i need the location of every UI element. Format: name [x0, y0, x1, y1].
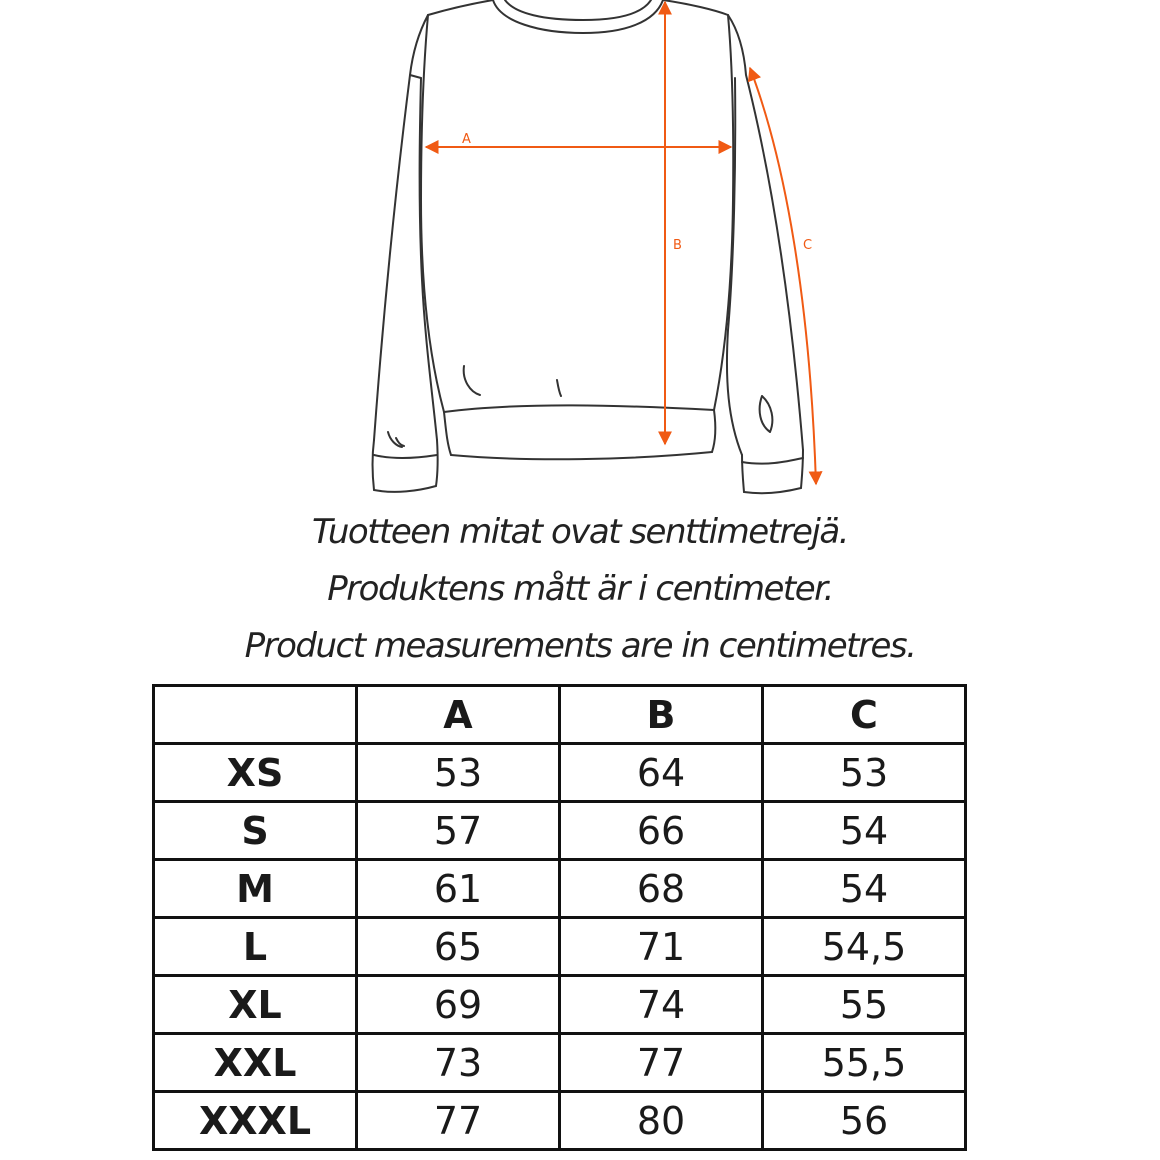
size-label: L	[154, 918, 357, 976]
value-c: 54,5	[763, 918, 966, 976]
size-label: XXXL	[154, 1092, 357, 1150]
header-a: A	[357, 686, 560, 744]
measurement-arrows	[426, 2, 816, 484]
value-b: 74	[560, 976, 763, 1034]
label-c: C	[803, 238, 813, 253]
size-label: S	[154, 802, 357, 860]
label-a: A	[462, 132, 471, 147]
value-a: 65	[357, 918, 560, 976]
value-b: 77	[560, 1034, 763, 1092]
table-row	[154, 976, 966, 1034]
label-b: B	[673, 238, 682, 253]
table-row	[154, 1034, 966, 1092]
table-header-row	[154, 686, 966, 744]
value-c: 55	[763, 976, 966, 1034]
table-row	[154, 860, 966, 918]
value-b: 80	[560, 1092, 763, 1150]
value-c: 54	[763, 802, 966, 860]
note-swedish: Produktens mått är i centimeter.	[327, 569, 833, 609]
value-b: 71	[560, 918, 763, 976]
value-a: 77	[357, 1092, 560, 1150]
header-b: B	[560, 686, 763, 744]
note-finnish: Tuotteen mitat ovat senttimetrejä.	[312, 512, 848, 552]
value-a: 53	[357, 744, 560, 802]
value-c: 54	[763, 860, 966, 918]
size-label: XL	[154, 976, 357, 1034]
header-size	[154, 686, 357, 744]
size-label: XXL	[154, 1034, 357, 1092]
note-english: Product measurements are in centimetres.	[244, 626, 916, 666]
table-row	[154, 1092, 966, 1150]
value-b: 66	[560, 802, 763, 860]
sweatshirt-outline	[373, 0, 804, 493]
sweatshirt-measurement-diagram	[0, 0, 1160, 505]
value-c: 56	[763, 1092, 966, 1150]
table-row	[154, 802, 966, 860]
table-row	[154, 918, 966, 976]
value-a: 57	[357, 802, 560, 860]
value-a: 73	[357, 1034, 560, 1092]
value-c: 55,5	[763, 1034, 966, 1092]
table-row	[154, 744, 966, 802]
measurement-labels	[462, 132, 812, 253]
size-label: XS	[154, 744, 357, 802]
value-c: 53	[763, 744, 966, 802]
value-b: 64	[560, 744, 763, 802]
value-a: 69	[357, 976, 560, 1034]
size-label: M	[154, 860, 357, 918]
value-a: 61	[357, 860, 560, 918]
header-c: C	[763, 686, 966, 744]
size-chart-table	[152, 684, 967, 1151]
measure-c-arrow	[750, 68, 816, 484]
value-b: 68	[560, 860, 763, 918]
